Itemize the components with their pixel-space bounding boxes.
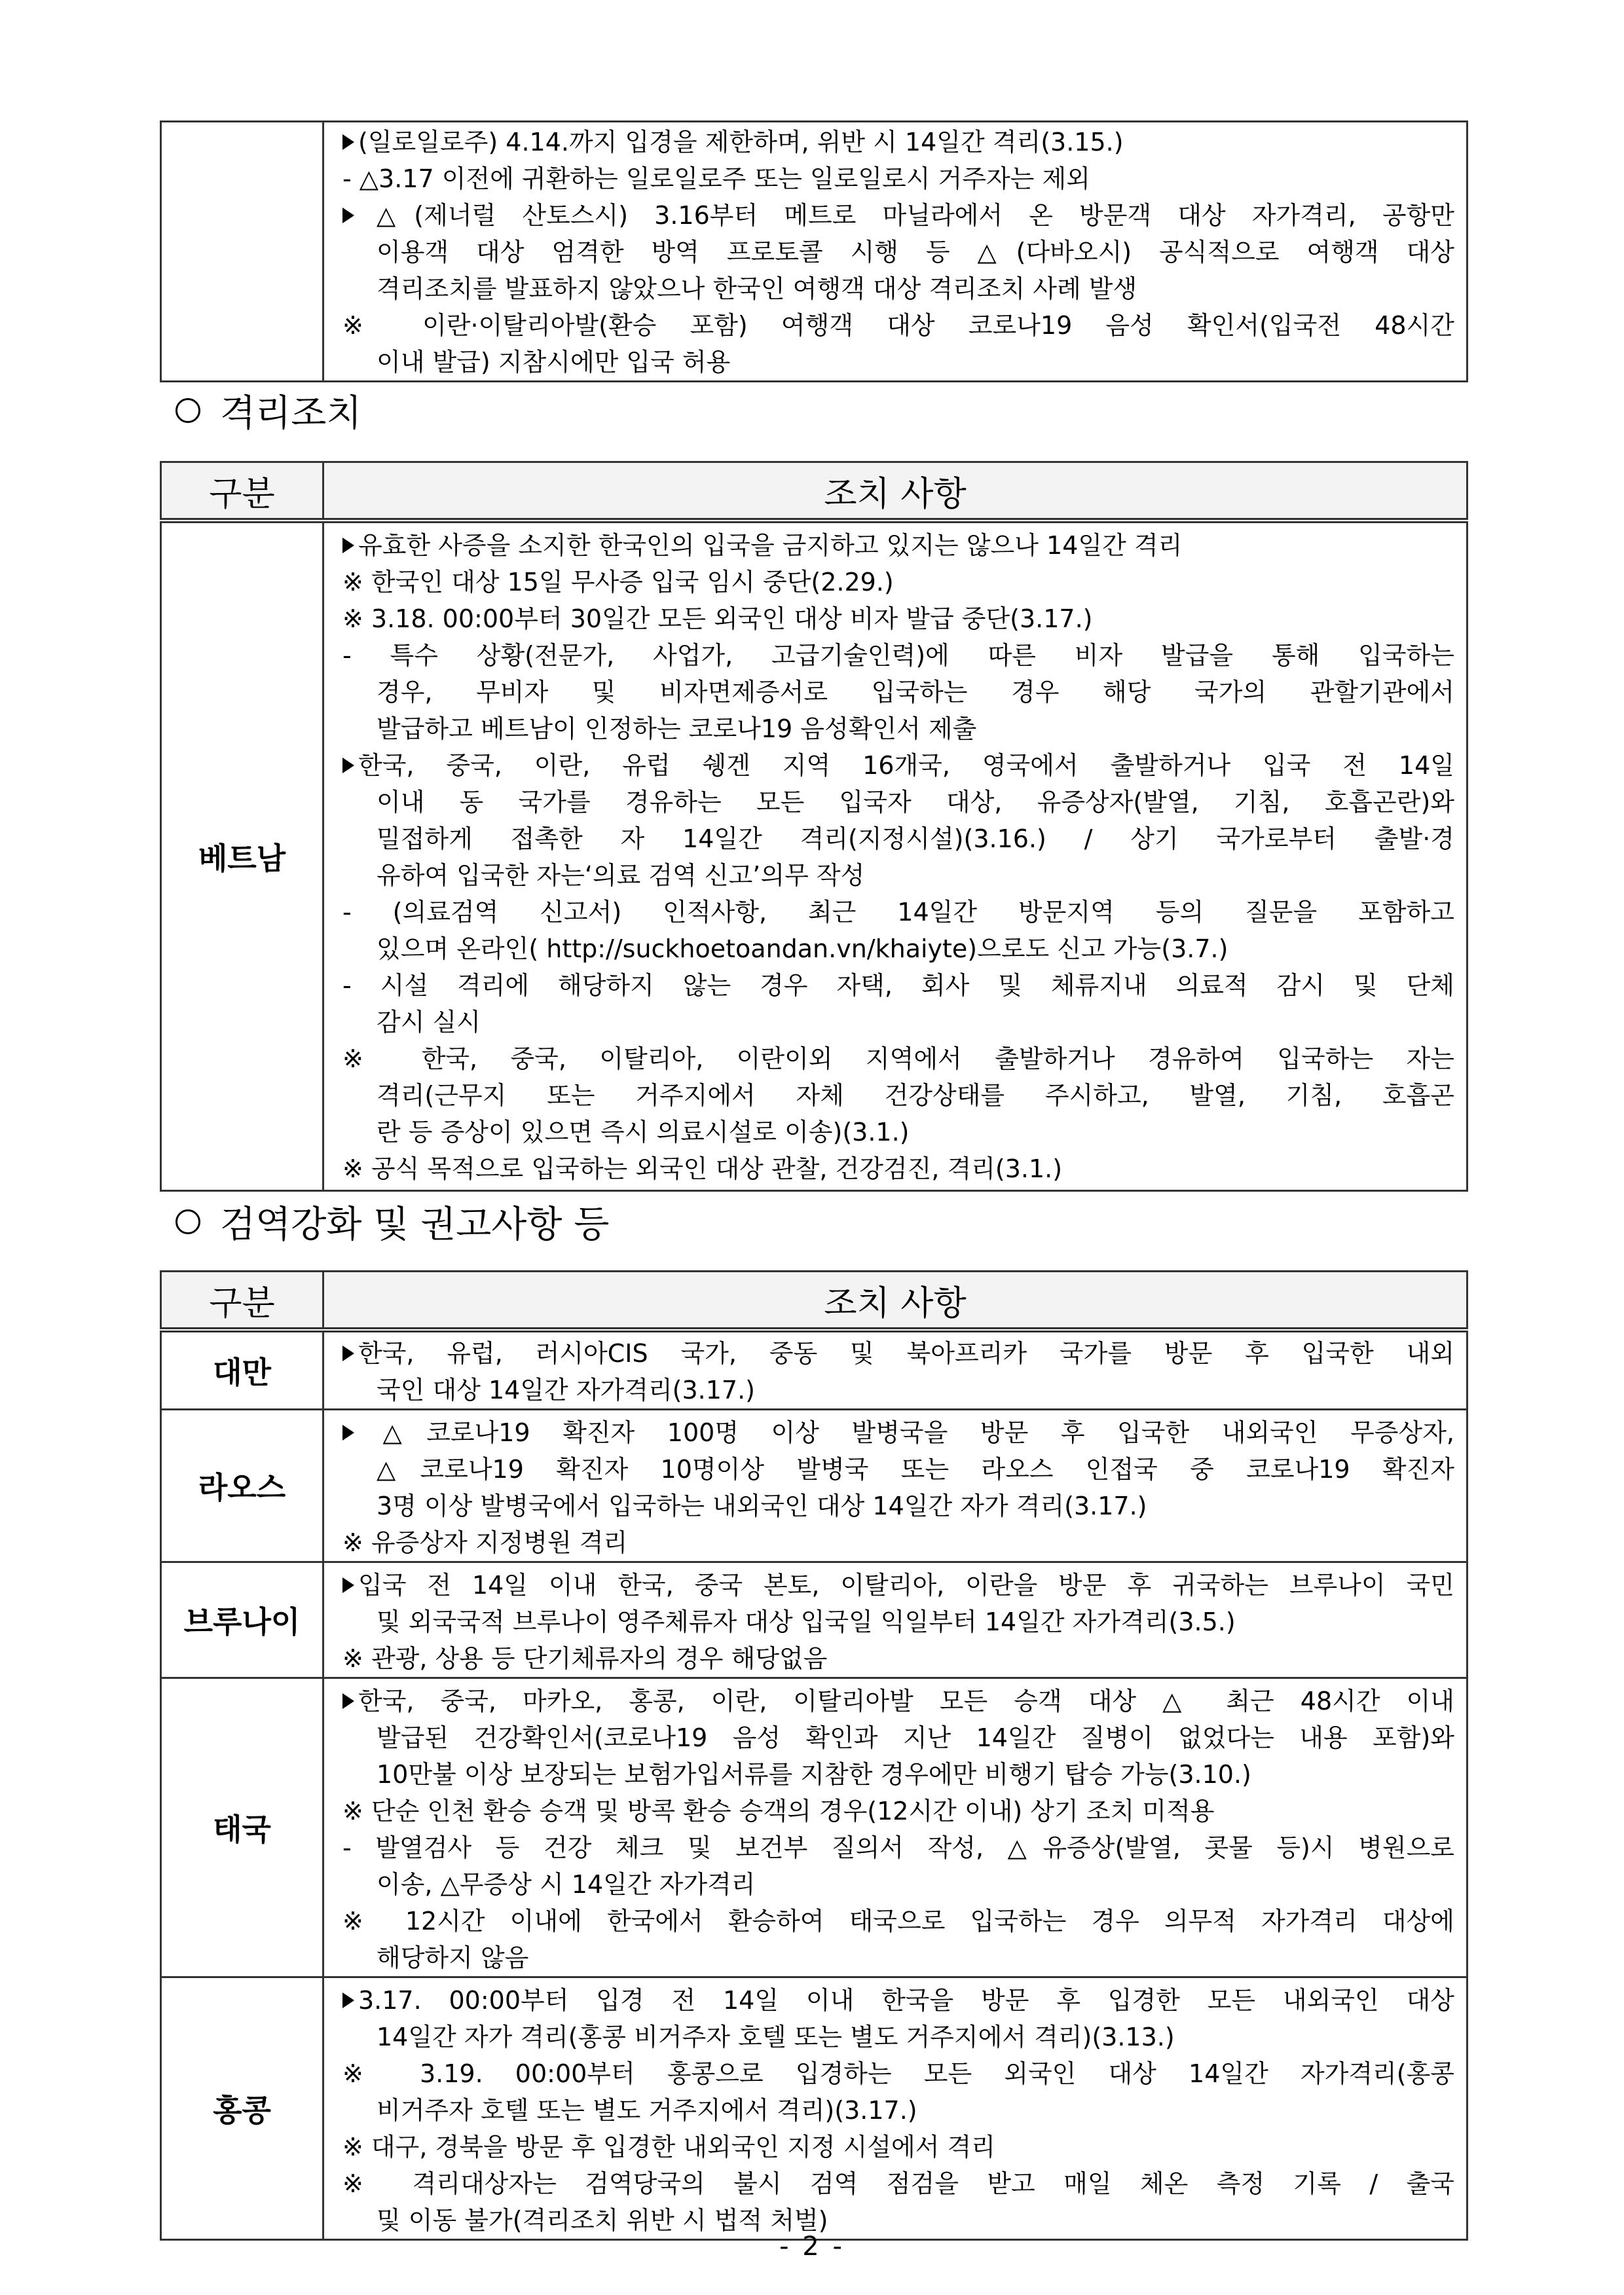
line-text: 및 이동 불가(격리조치 위반 시 법적 처벌) bbox=[377, 2206, 828, 2235]
text-line bbox=[342, 820, 1454, 857]
text-line bbox=[342, 1077, 1454, 1114]
line-text: - 시설 격리에 해당하지 않는 경우 자택, 회사 및 체류지내 의료적 감시 및 단체 bbox=[342, 971, 1454, 1000]
triangle-bullet-icon bbox=[342, 134, 354, 150]
text-line bbox=[342, 600, 1454, 637]
text-line bbox=[342, 1372, 1454, 1408]
line-text: 유하여 입국한 자는‘의료 검역 신고’의무 작성 bbox=[377, 861, 865, 890]
section-title: 격리조치 bbox=[220, 392, 362, 435]
text-line bbox=[342, 894, 1454, 930]
line-text: 경우, 무비자 및 비자면제증서로 입국하는 경우 해당 국가의 관할기관에서 bbox=[377, 678, 1454, 707]
text-line bbox=[342, 1414, 1454, 1451]
text-line bbox=[342, 1683, 1454, 1719]
line-text: ※ 단순 인천 환승 승객 및 방콕 환승 승객의 경우(12시간 이내) 상기 조치 미적용 bbox=[342, 1797, 1215, 1826]
line-text: 있으며 온라인( http://suckhoetoandan.vn/khaiyte)으로도 신고 가능(3.7.) bbox=[377, 934, 1228, 963]
text-line bbox=[342, 857, 1454, 894]
line-text: ※ 3.18. 00:00부터 30일간 모든 외국인 대상 비자 발급 중단(3.17.) bbox=[342, 604, 1093, 633]
line-text: 3.17. 00:00부터 입경 전 14일 이내 한국을 방문 후 입경한 모든 내외국인 대상 bbox=[358, 1986, 1454, 2015]
text-line bbox=[342, 197, 1454, 234]
triangle-bullet-icon bbox=[342, 208, 354, 223]
line-text: 해당하지 않음 bbox=[377, 1943, 529, 1972]
line-text: ※ 유증상자 지정병원 격리 bbox=[342, 1528, 628, 1557]
table-quarantine bbox=[160, 461, 1468, 1192]
line-text: 3명 이상 발병국에서 입국하는 내외국인 대상 14일간 자가 격리(3.17.) bbox=[377, 1492, 1147, 1520]
circle-bullet-icon bbox=[175, 1209, 200, 1234]
text-line bbox=[342, 710, 1454, 747]
text-line bbox=[342, 747, 1454, 784]
text-line bbox=[342, 1719, 1454, 1756]
line-text: ※ 대구, 경북을 방문 후 입경한 내외국인 지정 시설에서 격리 bbox=[342, 2133, 995, 2161]
line-text: (일로일로주) 4.14.까지 입경을 제한하며, 위반 시 14일간 격리(3.15.) bbox=[358, 128, 1124, 156]
line-text: 유효한 사증을 소지한 한국인의 입국을 금지하고 있지는 않으나 14일간 격리 bbox=[358, 531, 1183, 560]
section-heading-quarantine-reinforcement bbox=[175, 1202, 609, 1248]
text-line bbox=[342, 234, 1454, 270]
header-category: 구분 bbox=[161, 462, 323, 521]
line-text: △(제너럴 산토스시) 3.16부터 메트로 마닐라에서 온 방문객 대상 자가격리, 공항만 bbox=[358, 201, 1454, 230]
row-label: 브루나이 bbox=[161, 1562, 323, 1678]
table-row bbox=[161, 1678, 1467, 1977]
text-line bbox=[342, 1040, 1454, 1077]
line-text: 14일간 자가 격리(홍콩 비거주자 호텔 또는 별도 거주지에서 격리)(3.13.) bbox=[377, 2023, 1175, 2051]
text-line bbox=[342, 1982, 1454, 2019]
header-category: 구분 bbox=[161, 1272, 323, 1331]
text-line bbox=[342, 527, 1454, 564]
line-text: 밀접하게 접촉한 자 14일간 격리(지정시설)(3.16.) / 상기 국가로부터 출발·경 bbox=[377, 824, 1454, 853]
section-heading-quarantine bbox=[175, 391, 361, 437]
line-text: 한국, 유럽, 러시아CIS 국가, 중동 및 북아프리카 국가를 방문 후 입국한 내외 bbox=[358, 1339, 1454, 1368]
triangle-bullet-icon bbox=[342, 1693, 354, 1709]
text-line bbox=[342, 2129, 1454, 2165]
table-row bbox=[161, 521, 1467, 1191]
line-text: 10만불 이상 보장되는 보험가입서류를 지참한 경우에만 비행기 탑승 가능(3.10.) bbox=[377, 1760, 1251, 1789]
text-line bbox=[342, 1004, 1454, 1040]
text-line bbox=[342, 2019, 1454, 2055]
text-line bbox=[342, 1866, 1454, 1903]
text-line bbox=[342, 1335, 1454, 1372]
text-line bbox=[342, 2092, 1454, 2129]
line-text: 이용객 대상 엄격한 방역 프로토콜 시행 등 △(다바오시) 공식적으로 여행객 대상 bbox=[377, 238, 1454, 266]
triangle-bullet-icon bbox=[342, 1992, 354, 2008]
text-line bbox=[342, 674, 1454, 710]
table-continued bbox=[160, 120, 1468, 382]
triangle-bullet-icon bbox=[342, 758, 354, 773]
line-text: ※ 3.19. 00:00부터 홍콩으로 입경하는 모든 외국인 대상 14일간 자가격리(홍콩 bbox=[342, 2059, 1454, 2088]
line-text: △코로나19 확진자 10명이상 발병국 또는 라오스 인접국 중 코로나19 확진자 bbox=[377, 1455, 1454, 1484]
table-row bbox=[161, 122, 1467, 382]
content-cell bbox=[323, 1678, 1467, 1977]
line-text: - (의료검역 신고서) 인적사항, 최근 14일간 방문지역 등의 질문을 포함하고 bbox=[342, 898, 1454, 927]
table-row bbox=[161, 1330, 1467, 1410]
table-row bbox=[161, 1410, 1467, 1562]
text-line bbox=[342, 124, 1454, 160]
text-line bbox=[342, 1640, 1454, 1677]
line-text: 이내 동 국가를 경유하는 모든 입국자 대상, 유증상자(발열, 기침, 호흡곤란)와 bbox=[377, 788, 1454, 817]
line-text: 감시 실시 bbox=[377, 1008, 481, 1037]
line-text: 입국 전 14일 이내 한국, 중국 본토, 이탈리아, 이란을 방문 후 귀국하는 브루나이 국민 bbox=[358, 1571, 1454, 1600]
content-cell bbox=[323, 1562, 1467, 1678]
line-text: 발급하고 베트남이 인정하는 코로나19 음성확인서 제출 bbox=[377, 714, 977, 743]
row-label: 베트남 bbox=[161, 521, 323, 1191]
line-text: ※ 공식 목적으로 입국하는 외국인 대상 관찰, 건강검진, 격리(3.1.) bbox=[342, 1154, 1063, 1183]
row-label: 대만 bbox=[161, 1330, 323, 1410]
text-line bbox=[342, 1939, 1454, 1976]
line-text: 및 외국국적 브루나이 영주체류자 대상 입국일 익일부터 14일간 자가격리(3.5.) bbox=[377, 1607, 1236, 1636]
text-line bbox=[342, 1524, 1454, 1561]
line-text: - △3.17 이전에 귀환하는 일로일로주 또는 일로일로시 거주자는 제외 bbox=[342, 164, 1090, 193]
triangle-bullet-icon bbox=[342, 1346, 354, 1361]
text-line bbox=[342, 2165, 1454, 2202]
text-line bbox=[342, 1488, 1454, 1524]
line-text: ※ 관광, 상용 등 단기체류자의 경우 해당없음 bbox=[342, 1644, 828, 1673]
row-label: 홍콩 bbox=[161, 1977, 323, 2240]
table-row bbox=[161, 1977, 1467, 2240]
text-line bbox=[342, 344, 1454, 380]
line-text: 국인 대상 14일간 자가격리(3.17.) bbox=[377, 1376, 756, 1405]
content-cell bbox=[323, 1977, 1467, 2240]
table-header-row bbox=[161, 1272, 1467, 1331]
header-measures: 조치 사항 bbox=[323, 1272, 1467, 1331]
line-text: - 발열검사 등 건강 체크 및 보건부 질의서 작성, △유증상(발열, 콧물 등)시 병원으로 bbox=[342, 1833, 1454, 1862]
page-number: - 2 - bbox=[779, 2231, 845, 2262]
text-line bbox=[342, 2055, 1454, 2092]
text-line bbox=[342, 160, 1454, 197]
line-text: 이내 발급) 지참시에만 입국 허용 bbox=[377, 348, 731, 376]
line-text: 비거주자 호텔 또는 별도 거주지에서 격리)(3.17.) bbox=[377, 2096, 917, 2125]
empty-label-cell bbox=[161, 122, 323, 382]
line-text: 이송, △무증상 시 14일간 자가격리 bbox=[377, 1870, 756, 1899]
text-line bbox=[342, 1604, 1454, 1640]
text-line bbox=[342, 564, 1454, 600]
text-line bbox=[342, 637, 1454, 674]
line-text: 발급된 건강확인서(코로나19 음성 확인과 지난 14일간 질병이 없었다는 내용 포함)와 bbox=[377, 1723, 1454, 1752]
line-text: 란 등 증상이 있으면 즉시 의료시설로 이송)(3.1.) bbox=[377, 1118, 910, 1147]
text-line bbox=[342, 1829, 1454, 1866]
text-line bbox=[342, 784, 1454, 820]
content-cell bbox=[323, 1410, 1467, 1562]
text-line bbox=[342, 307, 1454, 344]
row-label: 태국 bbox=[161, 1678, 323, 1977]
content-cell bbox=[323, 1330, 1467, 1410]
text-line bbox=[342, 1793, 1454, 1829]
line-text: ※ 한국, 중국, 이탈리아, 이란이외 지역에서 출발하거나 경유하여 입국하는 자는 bbox=[342, 1044, 1454, 1073]
line-text: 한국, 중국, 마카오, 홍콩, 이란, 이탈리아발 모든 승객 대상 △ 최근 48시간 이내 bbox=[358, 1687, 1454, 1716]
line-text: 격리조치를 발표하지 않았으나 한국인 여행객 대상 격리조치 사례 발생 bbox=[377, 274, 1137, 303]
line-text: △코로나19 확진자 100명 이상 발병국을 방문 후 입국한 내외국인 무증상자, bbox=[358, 1418, 1454, 1447]
row-label: 라오스 bbox=[161, 1410, 323, 1562]
triangle-bullet-icon bbox=[342, 1425, 354, 1441]
table-reinforcement bbox=[160, 1270, 1468, 2241]
line-text: ※ 이란·이탈리아발(환승 포함) 여행객 대상 코로나19 음성 확인서(입국전 48시간 bbox=[342, 311, 1454, 340]
text-line bbox=[342, 270, 1454, 307]
section-title: 검역강화 및 권고사항 등 bbox=[220, 1203, 610, 1246]
content-cell bbox=[323, 122, 1467, 382]
circle-bullet-icon bbox=[175, 398, 200, 423]
line-text: ※ 격리대상자는 검역당국의 불시 검역 점검을 받고 매일 체온 측정 기록 / 출국 bbox=[342, 2169, 1454, 2198]
line-text: 격리(근무지 또는 거주지에서 자체 건강상태를 주시하고, 발열, 기침, 호흡곤 bbox=[377, 1081, 1454, 1110]
content-cell bbox=[323, 521, 1467, 1191]
text-line bbox=[342, 1451, 1454, 1488]
text-line bbox=[342, 967, 1454, 1004]
line-text: - 특수 상황(전문가, 사업가, 고급기술인력)에 따른 비자 발급을 통해 입국하는 bbox=[342, 641, 1454, 670]
header-measures: 조치 사항 bbox=[323, 462, 1467, 521]
line-text: 한국, 중국, 이란, 유럽 쉥겐 지역 16개국, 영국에서 출발하거나 입국 전 14일 bbox=[358, 751, 1454, 780]
text-line bbox=[342, 1150, 1454, 1187]
table-row bbox=[161, 1562, 1467, 1678]
text-line bbox=[342, 930, 1454, 967]
text-line bbox=[342, 1903, 1454, 1939]
text-line bbox=[342, 1114, 1454, 1150]
line-text: ※ 12시간 이내에 한국에서 환승하여 태국으로 입국하는 경우 의무적 자가격리 대상에 bbox=[342, 1907, 1454, 1936]
triangle-bullet-icon bbox=[342, 1577, 354, 1593]
text-line bbox=[342, 1567, 1454, 1604]
text-line bbox=[342, 1756, 1454, 1793]
table-header-row bbox=[161, 462, 1467, 521]
line-text: ※ 한국인 대상 15일 무사증 입국 임시 중단(2.29.) bbox=[342, 568, 894, 597]
triangle-bullet-icon bbox=[342, 538, 354, 553]
